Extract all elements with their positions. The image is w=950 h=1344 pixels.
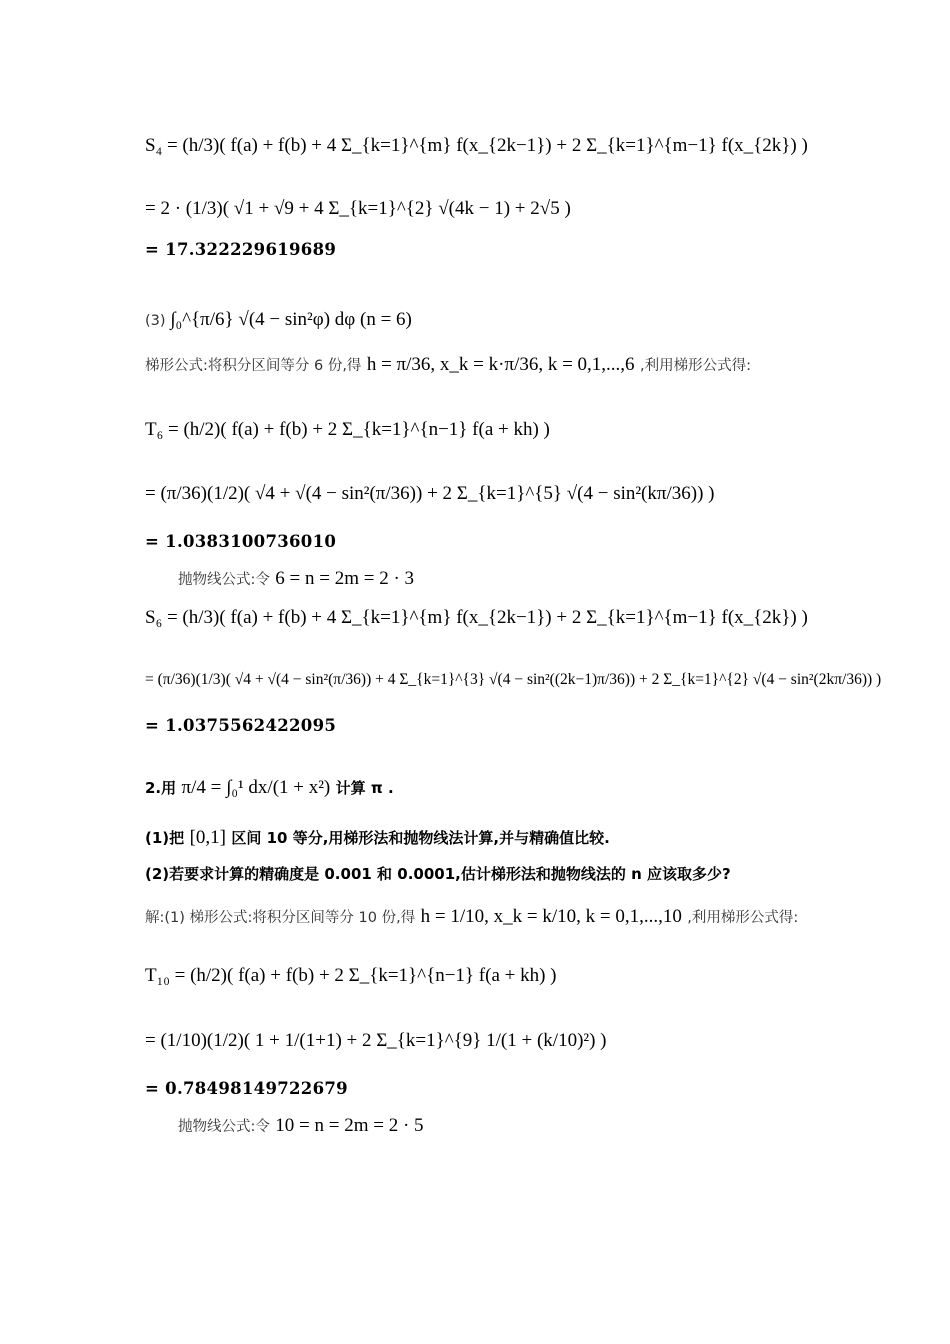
problem3-statement (145, 310, 412, 329)
parabola-intro-2-formula: 10 = n = 2m = 2 · 5 (275, 1115, 424, 1136)
t6-formula: T₆ = (h/2)( f(a) + f(b) + 2 Σ_{k=1}^{n−1} f(a + kh) ) (145, 419, 550, 440)
question-1-suffix: 区间 10 等分,用梯形法和抛物线法计算,并与精确值比较. (231, 829, 610, 847)
problem2-formula: π/4 = ∫₀¹ dx/(1 + x²) (181, 777, 331, 798)
question-1 (145, 828, 610, 847)
trapezoid-intro-1-suffix: ,利用梯形公式得: (639, 358, 751, 374)
trapezoid-intro-1 (145, 355, 751, 374)
s6-substituted: = (π/36)(1/3)( √4 + √(4 − sin²(π/36)) + 4 Σ_{k=1}^{3} √(4 − sin²((2k−1)π/36)) + 2 Σ_{k=1}^{2} √(4 − sin²(2kπ/36)) ) (145, 671, 882, 688)
parabola-intro-1-formula: 6 = n = 2m = 2 · 3 (275, 568, 415, 589)
s6-formula: S₆ = (h/3)( f(a) + f(b) + 4 Σ_{k=1}^{m} f(x_{2k−1}) + 2 Σ_{k=1}^{m−1} f(x_{2k}) ) (145, 607, 808, 628)
parabola-intro-1 (178, 569, 414, 588)
t6-substituted: = (π/36)(1/2)( √4 + √(4 − sin²(π/36)) + 2 Σ_{k=1}^{5} √(4 − sin²(kπ/36)) ) (145, 483, 715, 504)
t10-substituted: = (1/10)(1/2)( 1 + 1/(1+1) + 2 Σ_{k=1}^{9} 1/(1 + (k/10)²) ) (145, 1030, 607, 1051)
problem2-prefix: 2.用 (145, 779, 177, 797)
problem3-label: (3) (145, 313, 166, 329)
solution-intro-suffix: ,利用梯形公式得: (687, 910, 799, 926)
problem3-integral: ∫₀^{π/6} √(4 − sin²φ) dφ (n = 6) (170, 309, 412, 330)
s4-substituted: = 2 · (1/3)( √1 + √9 + 4 Σ_{k=1}^{2} √(4k − 1) + 2√5 ) (145, 198, 571, 219)
solution-intro-text: 解:(1) 梯形公式:将积分区间等分 10 份,得 (145, 910, 416, 926)
t6-result: = 1.0383100736010 (145, 532, 337, 551)
trapezoid-intro-1-formula: h = π/36, x_k = k·π/36, k = 0,1,...,6 (366, 354, 635, 375)
problem2-statement (145, 778, 394, 797)
t10-formula: T₁₀ = (h/2)( f(a) + f(b) + 2 Σ_{k=1}^{n−1} f(a + kh) ) (145, 965, 557, 986)
solution-intro-formula: h = 1/10, x_k = k/10, k = 0,1,...,10 (420, 906, 682, 927)
question-1-prefix: (1)把 (145, 829, 185, 847)
s6-result: = 1.0375562422095 (145, 716, 337, 735)
s4-formula: S₄ = (h/3)( f(a) + f(b) + 4 Σ_{k=1}^{m} f(x_{2k−1}) + 2 Σ_{k=1}^{m−1} f(x_{2k}) ) (145, 135, 808, 156)
s4-result: = 17.322229619689 (145, 240, 337, 259)
parabola-intro-2-text: 抛物线公式:令 (178, 1119, 270, 1135)
parabola-intro-1-text: 抛物线公式:令 (178, 572, 270, 588)
trapezoid-intro-1-text: 梯形公式:将积分区间等分 6 份,得 (145, 358, 362, 374)
parabola-intro-2 (178, 1116, 424, 1135)
problem2-suffix: 计算 π . (335, 779, 394, 797)
t10-result: = 0.78498149722679 (145, 1079, 348, 1098)
question-2: (2)若要求计算的精确度是 0.001 和 0.0001,估计梯形法和抛物线法的 n 应该取多少? (145, 865, 731, 883)
solution-intro (145, 907, 798, 926)
question-1-interval: [0,1] (189, 827, 226, 848)
